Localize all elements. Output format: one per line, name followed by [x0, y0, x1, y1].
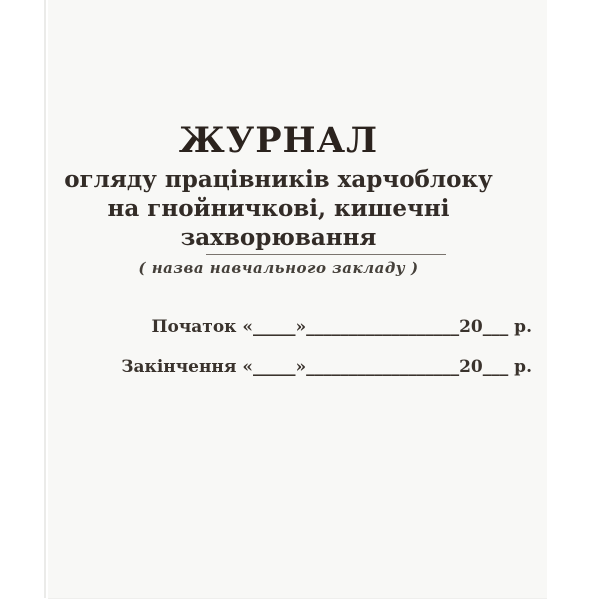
journal-subtitle-line2: на гнойничкові, кишечні захворювання [107, 195, 450, 251]
journal-subtitle [48, 165, 547, 252]
journal-cover-page [48, 0, 547, 599]
end-date-line: Закінчення «_____»__________________20___ р. [121, 357, 532, 377]
page-spine-edge [44, 0, 46, 598]
journal-subtitle-line1: огляду працівників харчоблоку [64, 166, 493, 193]
organization-name-blank-line [206, 254, 446, 255]
start-date-line: Початок «_____»__________________20___ р. [151, 317, 532, 337]
organization-name-caption: ( назва навчального закладу ) [138, 259, 419, 277]
journal-title: ЖУРНАЛ [178, 120, 379, 161]
